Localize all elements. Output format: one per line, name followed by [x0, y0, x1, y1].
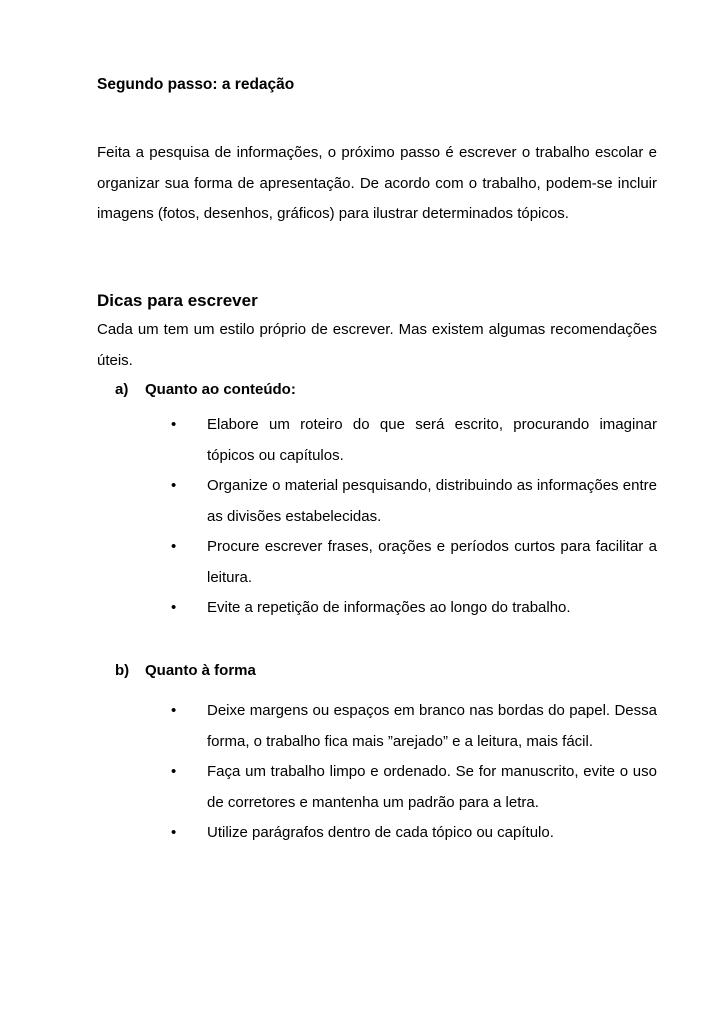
heading-segundo-passo: Segundo passo: a redação [97, 76, 295, 93]
list-item-text: Faça um trabalho limpo e ordenado. Se for manuscrito, evite o uso de corretores e mantenha um padrão para a letra. [207, 763, 657, 811]
list-item [97, 532, 657, 593]
section-a-list [97, 410, 657, 624]
section-b-letter: b) [115, 662, 130, 679]
bullet-icon: • [171, 824, 177, 841]
list-item [97, 818, 657, 849]
list-item [97, 757, 657, 818]
list-item-text: Organize o material pesquisando, distribuindo as informações entre as divisões estabelecidas. [207, 477, 657, 525]
heading-dicas: Dicas para escrever [97, 291, 258, 310]
list-item [97, 696, 657, 757]
dicas-paragraph: Cada um tem um estilo próprio de escrever. Mas existem algumas recomendações úteis. [97, 321, 657, 369]
list-item-text: Evite a repetição de informações ao longo do trabalho. [207, 599, 571, 616]
list-item-text: Deixe margens ou espaços em branco nas bordas do papel. Dessa forma, o trabalho fica mais ”arejado” e a leitura, mais fácil. [207, 702, 657, 750]
section-b-list [97, 696, 657, 849]
list-item [97, 471, 657, 532]
bullet-icon: • [171, 702, 177, 719]
section-b-title: Quanto à forma [145, 662, 256, 679]
bullet-icon: • [171, 538, 177, 555]
section-a-heading [115, 381, 296, 398]
bullet-icon: • [171, 599, 177, 616]
bullet-icon: • [171, 763, 177, 780]
list-item-text: Utilize parágrafos dentro de cada tópico ou capítulo. [207, 824, 554, 841]
list-item [97, 593, 657, 624]
list-item [97, 410, 657, 471]
section-a-letter: a) [115, 381, 129, 398]
section-b-heading [115, 662, 256, 679]
bullet-icon: • [171, 416, 177, 433]
section-a-title: Quanto ao conteúdo: [145, 381, 296, 398]
list-item-text: Elabore um roteiro do que será escrito, procurando imaginar tópicos ou capítulos. [207, 416, 657, 464]
intro-paragraph: Feita a pesquisa de informações, o próximo passo é escrever o trabalho escolar e organizar sua forma de apresentação. De acordo com o trabalho, podem-se incluir imagens (fotos, desenhos, gráficos) para ilustrar determinados tópicos. [97, 144, 657, 222]
list-item-text: Procure escrever frases, orações e períodos curtos para facilitar a leitura. [207, 538, 657, 586]
bullet-icon: • [171, 477, 177, 494]
